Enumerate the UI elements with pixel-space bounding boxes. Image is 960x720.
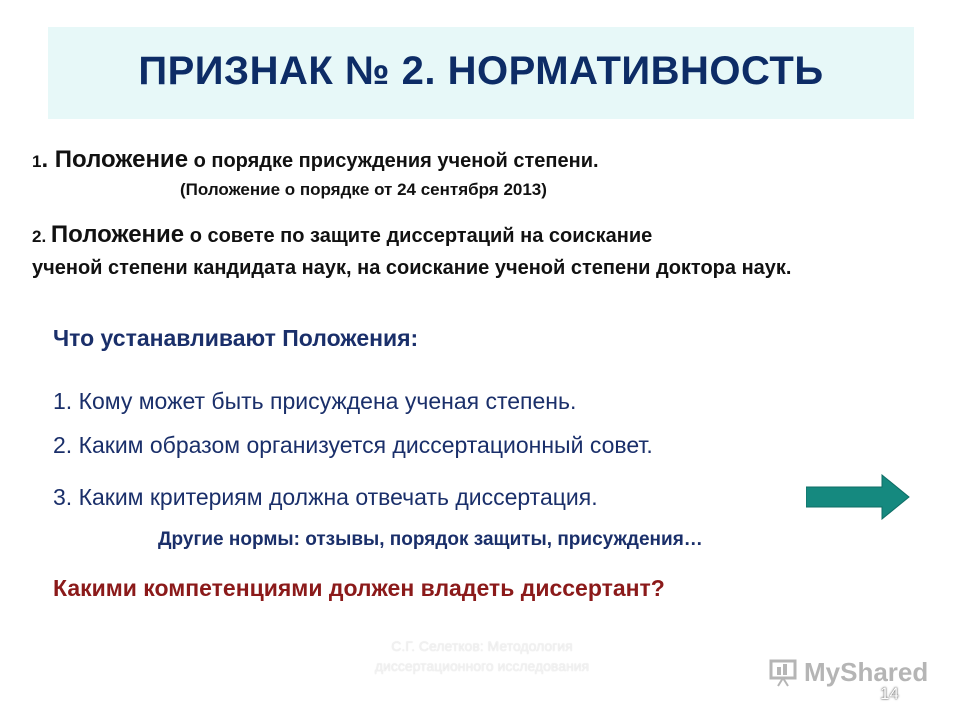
list-item: 1. Кому может быть присуждена ученая степень.	[53, 388, 577, 414]
right-arrow-icon[interactable]	[806, 474, 910, 520]
law-2-number: 2.	[32, 227, 51, 246]
page-number: 14	[880, 684, 899, 703]
question: Какими компетенциями должен владеть диссертант?	[53, 575, 665, 601]
slide-title: ПРИЗНАК № 2. НОРМАТИВНОСТЬ	[138, 49, 824, 93]
law-2-text: о совете по защите диссертаций на соискание	[184, 225, 653, 247]
watermark	[768, 654, 928, 690]
law-2-head: Положение	[50, 221, 185, 248]
law-1	[32, 146, 599, 174]
title-banner	[48, 27, 914, 119]
law-2	[32, 221, 652, 249]
law-1-number: 1	[32, 152, 42, 171]
other-norms: Другие нормы: отзывы, порядок защиты, присуждения…	[158, 529, 703, 550]
list-item: 3. Каким критериям должна отвечать диссертация.	[53, 484, 598, 510]
list-item: 2. Каким образом организуется диссертационный совет.	[53, 432, 653, 458]
footer-author: С.Г. Селетков: Методология диссертационного исследования	[374, 638, 590, 674]
watermark-text: MyShared	[804, 656, 929, 687]
subheading: Что устанавливают Положения:	[53, 325, 419, 351]
law-2-continuation: ученой степени кандидата наук, на соискание ученой степени доктора наук.	[32, 257, 792, 279]
presentation-icon	[768, 657, 798, 687]
law-1-subtitle: (Положение о порядке от 24 сентября 2013)	[180, 180, 547, 199]
law-1-head: . Положение	[41, 146, 189, 173]
law-1-text: о порядке присуждения ученой степени.	[188, 150, 599, 172]
